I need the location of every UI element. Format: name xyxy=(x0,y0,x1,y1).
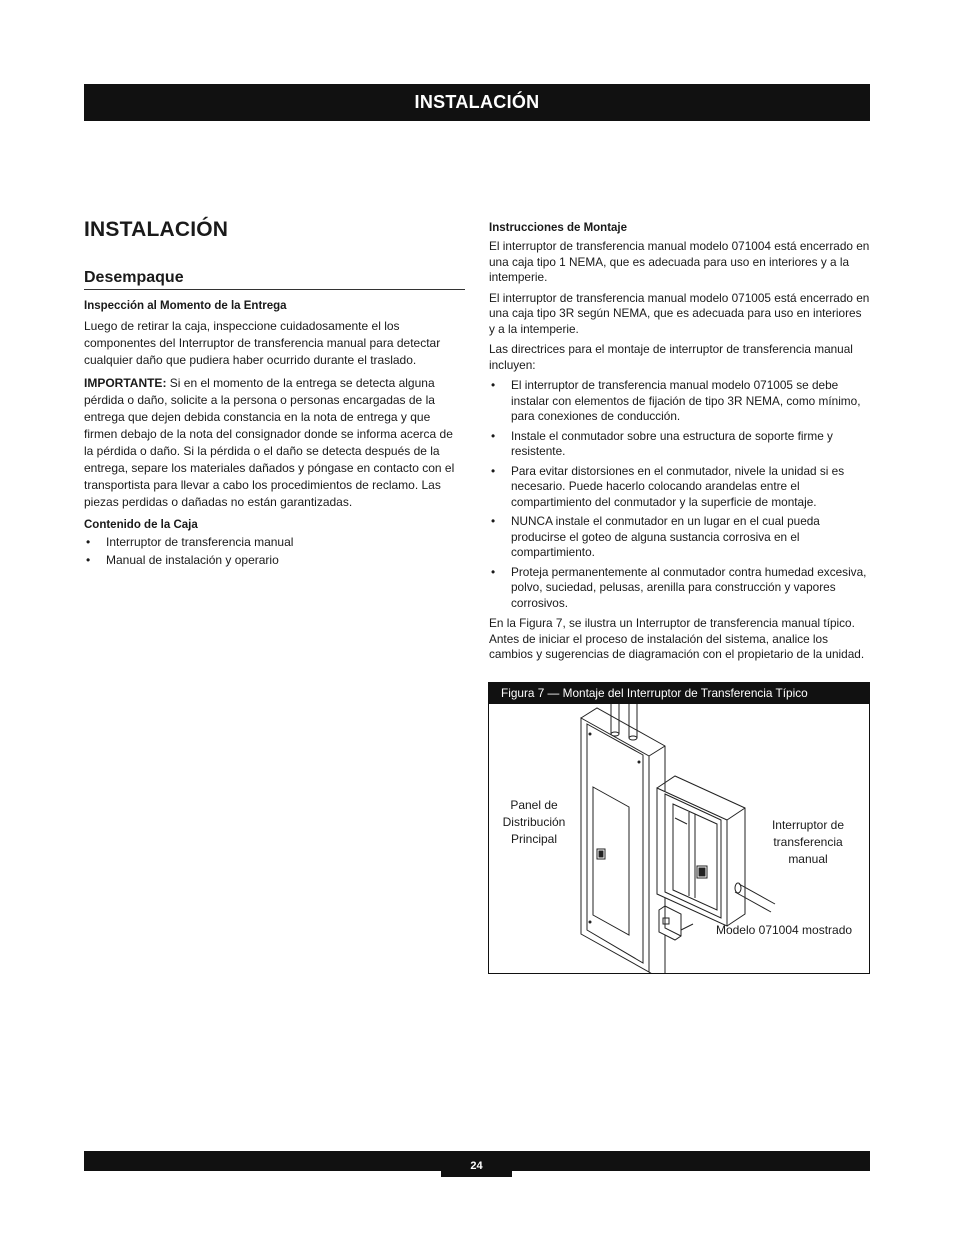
figure-caption: Figura 7 — Montaje del Interruptor de Transferencia Típico xyxy=(489,683,869,704)
list-item: • Interruptor de transferencia manual xyxy=(84,534,465,551)
contents-title: Contenido de la Caja xyxy=(84,519,198,531)
list-item: • Proteja permanentemente al conmutador contra humedad excesiva, polvo, suciedad, pelusas, arenilla para construcción y vapores corrosivos. xyxy=(489,565,870,612)
list-item: • Manual de instalación y operario xyxy=(84,552,465,569)
mounting-p1: El interruptor de transferencia manual modelo 071004 está encerrado en una caja tipo 1 NEMA, que es adecuada para uso en interiores y a la intemperie. xyxy=(489,239,870,284)
list-item: • El interruptor de transferencia manual modelo 071005 se debe instalar con elementos de fijación de tipo 3R NEMA, como mínimo, para conexiones de conducción. xyxy=(489,378,870,425)
guidelines-list xyxy=(489,378,870,611)
label-model: Modelo 071004 mostrado xyxy=(715,923,853,937)
page-heading: INSTALACIÓN xyxy=(84,218,229,241)
important-paragraph xyxy=(84,375,465,511)
left-column xyxy=(84,218,465,569)
section-header: INSTALACIÓN xyxy=(84,84,870,121)
page-number: 24 xyxy=(441,1151,512,1177)
list-item: • Para evitar distorsiones en el conmutador, nivele la unidad si es necesario. Puede hacerlo colocando arandelas entre el compartimiento del conmutador y la superficie de montaje. xyxy=(489,464,870,511)
mounting-p4: En la Figura 7, se ilustra un Interruptor de transferencia manual típico. Antes de iniciar el proceso de instalación del sistema, analice los cambios y sugerencias de diagramación con el propietario de la unidad. xyxy=(489,616,865,661)
list-item: • NUNCA instale el conmutador en un lugar en el cual pueda producirse el goteo de alguna sustancia corrosiva en el compartimiento. xyxy=(489,514,870,561)
label-main-panel: Panel de Distribución Principal xyxy=(502,798,566,846)
list-item: • Instale el conmutador sobre una estructura de soporte firme y resistente. xyxy=(489,429,870,460)
mounting-p2: El interruptor de transferencia manual modelo 071005 está encerrado en una caja tipo 3R según NEMA, que es adecuada para uso en interiores y a la intemperie. xyxy=(489,290,870,336)
figure-7 xyxy=(488,682,870,974)
label-transfer-switch: Interruptor de transferencia manual xyxy=(771,818,845,866)
important-body: Si en el momento de la entrega se detecta alguna pérdida o daño, solicite a la persona o personas encargadas de la entrega que dejen debida constancia en la nota de entrega y que firmen debajo de la nota del consignador donde se informa acerca de la pérdida o daño. Si la pérdida o el daño se detecta después de la entrega, separe los materiales dañados y póngase en contacto con el transportista para llevar a cabo los procedimientos de reclamo. Las piezas perdidas o dañadas no están garantizadas. xyxy=(84,376,455,509)
inspection-title: Inspección al Momento de la Entrega xyxy=(84,300,287,312)
right-column xyxy=(489,222,870,663)
important-label: IMPORTANTE: xyxy=(84,376,167,390)
section-heading: Desempaque xyxy=(84,269,465,290)
mounting-p3: Las directrices para el montaje de interruptor de transferencia manual incluyen: xyxy=(489,342,853,372)
mounting-title: Instrucciones de Montaje xyxy=(489,222,628,234)
inspection-body: Luego de retirar la caja, inspeccione cuidadosamente el los componentes del Interruptor de transferencia manual para detectar cualquier daño que pudiera haber ocurrido durante el traslado. xyxy=(84,319,441,367)
contents-list xyxy=(84,534,465,569)
